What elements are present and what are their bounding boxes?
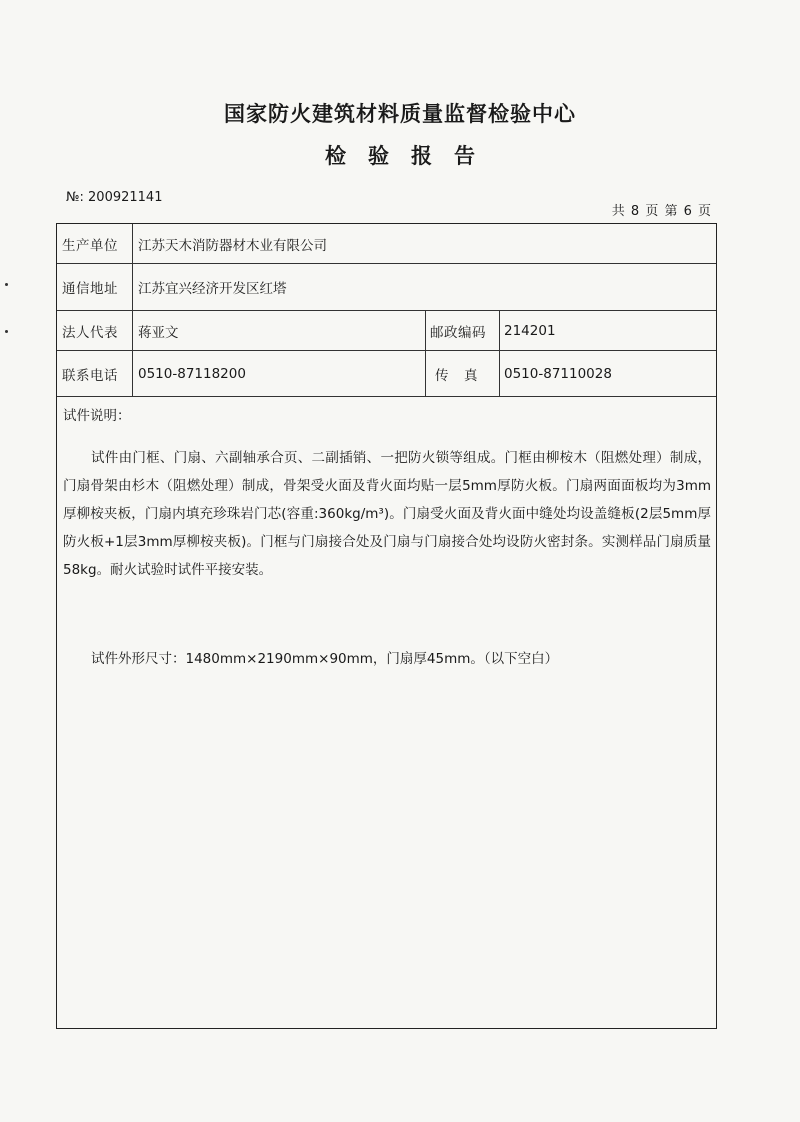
dimensions-text: 试件外形尺寸：1480mm×2190mm×90mm，门扇厚45mm。（以下空白） xyxy=(91,651,559,667)
report-form xyxy=(56,223,717,1029)
punch-mark xyxy=(5,330,8,333)
organization-title: 国家防火建筑材料质量监督检验中心 xyxy=(224,102,576,126)
phone-value: 0510-87118200 xyxy=(138,365,246,382)
legal-rep-row xyxy=(57,311,716,351)
fax-value: 0510-87110028 xyxy=(504,365,612,382)
manufacturer-value: 江苏天木消防器材木业有限公司 xyxy=(138,237,327,254)
phone-label: 联系电话 xyxy=(57,351,133,396)
postcode-label: 邮政编码 xyxy=(430,324,486,341)
description-label: 试件说明： xyxy=(63,408,131,424)
legal-rep-label: 法人代表 xyxy=(57,311,133,350)
address-row xyxy=(57,264,716,311)
postcode-value: 214201 xyxy=(504,322,556,339)
manufacturer-row xyxy=(57,224,716,264)
legal-rep-value: 蒋亚文 xyxy=(138,324,179,341)
address-value: 江苏宜兴经济开发区红塔 xyxy=(138,281,287,297)
page-count: 共 8 页 第 6 页 xyxy=(611,204,712,219)
report-title: 检验报告 xyxy=(325,144,497,168)
manufacturer-label: 生产单位 xyxy=(57,224,133,263)
description-paragraph: 试件由门框、门扇、六副轴承合页、二副插销、一把防火锁等组成。门框由柳桉木（阻燃处理）制成，门扇骨架由杉木（阻燃处理）制成，骨架受火面及背火面均贴一层5mm厚防火板。门扇两面面板均为3mm厚柳桉夹板，门扇内填充珍珠岩门芯(容重:360kg/m³)。门扇受火面及背火面中缝处均设盖缝板(2层5mm厚防火板+1层3mm厚柳桉夹板)。门框与门扇接合处及门扇与门扇接合处均设防火密封条。实测样品门扇质量58kg。耐火试验时试件平接安装。 xyxy=(63,450,711,578)
description-text xyxy=(63,444,711,584)
report-number: №: 200921141 xyxy=(66,190,163,205)
fax-label: 传 真 xyxy=(435,367,479,384)
phone-row xyxy=(57,351,716,397)
address-label: 通信地址 xyxy=(57,264,133,310)
punch-mark xyxy=(5,283,8,286)
